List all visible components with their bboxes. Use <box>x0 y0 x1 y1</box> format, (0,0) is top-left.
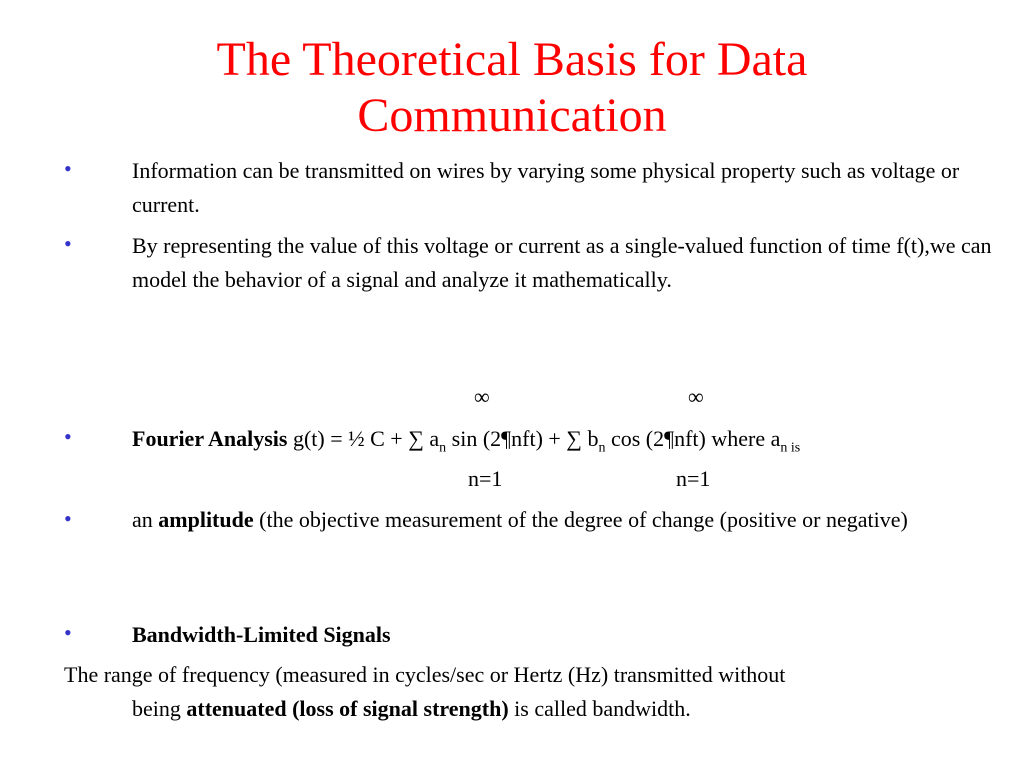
bullet-marker-3: • <box>64 424 72 449</box>
fourier-part-3: cos (2¶nft) where a <box>605 426 781 451</box>
fourier-sub-2: n <box>598 440 606 456</box>
fourier-part-2: sin (2¶nft) + ∑ b <box>446 426 599 451</box>
paragraph-line-2 <box>64 692 1014 726</box>
bandwidth-paragraph <box>64 658 1014 726</box>
fourier-sub-3: n is <box>780 440 801 456</box>
infinity-upper-2: ∞ <box>688 384 704 409</box>
fourier-label: Fourier Analysis <box>132 426 288 451</box>
infinity-upper-1: ∞ <box>474 384 490 409</box>
bullet-text-1: Information can be transmitted on wires by varying some physical property such as voltage or current. <box>132 158 960 217</box>
title-line-1: The Theoretical Basis for Data <box>216 33 808 86</box>
lower-limit-1: n=1 <box>468 466 503 491</box>
bullet-marker-4: • <box>64 506 72 531</box>
title-line-2: Communication <box>357 89 667 142</box>
amplitude-pre: an <box>132 507 159 532</box>
paragraph-line-2-bold: attenuated (loss of signal strength) <box>186 696 509 721</box>
amplitude-bold: amplitude <box>158 507 254 532</box>
fourier-sub-1: n <box>439 440 447 456</box>
bullet-marker-2: • <box>64 231 72 256</box>
bullet-marker-5: • <box>64 620 72 645</box>
fourier-formula <box>132 422 1022 465</box>
paragraph-line-1: The range of frequency (measured in cycles/sec or Hertz (Hz) transmitted without <box>64 662 786 687</box>
paragraph-line-2-post: is called bandwidth. <box>508 696 691 721</box>
paragraph-line-2-pre: being <box>132 696 187 721</box>
slide-title <box>0 32 1024 144</box>
amplitude-post: (the objective measurement of the degree of change (positive or negative) <box>253 507 908 532</box>
fourier-part-1: g(t) = ½ C + ∑ a <box>287 426 440 451</box>
bullet-text-2: By representing the value of this voltage or current as a single-valued function of time f(t),we can model the behavior of a signal and analyze it mathematically. <box>132 233 992 292</box>
bandwidth-heading: Bandwidth-Limited Signals <box>132 622 391 647</box>
lower-limit-2: n=1 <box>676 466 711 491</box>
bullet-marker-1: • <box>64 156 72 181</box>
bullet-text-amplitude <box>132 503 1002 537</box>
